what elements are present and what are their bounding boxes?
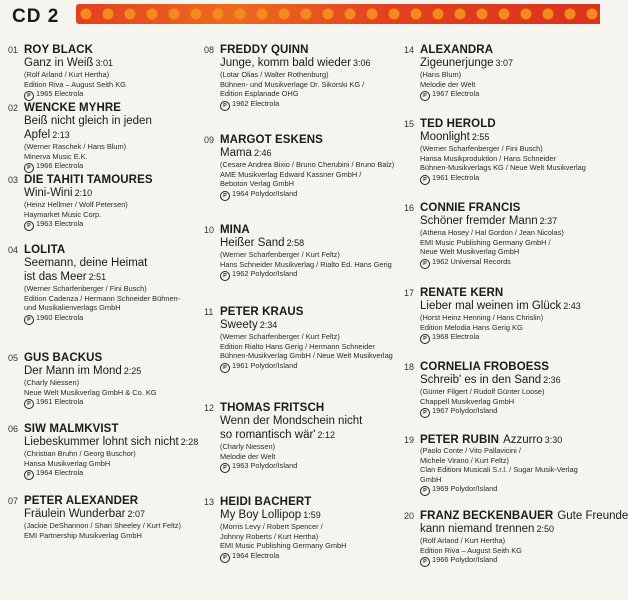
- track-title: Azzurro: [503, 434, 543, 446]
- cd-label: CD 2: [12, 6, 60, 27]
- track-duration: 2:58: [286, 238, 305, 248]
- track-title: Beiß nicht gleich in jeden Apfel: [24, 115, 152, 141]
- track-credit: Neue Welt Musikverlag GmbH: [420, 247, 520, 257]
- track-header: [8, 495, 200, 507]
- track-title: Der Mann im Mond: [24, 365, 122, 377]
- track-entry: [404, 434, 596, 510]
- track-title-line: [204, 236, 396, 250]
- track-header: [204, 134, 396, 146]
- track-entry: [404, 118, 596, 202]
- phonogram-icon: P: [24, 315, 34, 325]
- track-credit: Edition Rialto Hans Gerig / Hermann Schneider: [220, 341, 375, 351]
- phonogram-line: [8, 397, 200, 409]
- track-title: Zigeunerjunge: [420, 57, 494, 69]
- track-artist: SIW MALMKVIST: [24, 423, 119, 435]
- track-artist: MINA: [220, 224, 250, 236]
- phonogram-text: 1960 Electrola: [36, 312, 84, 322]
- track-entry: [8, 495, 200, 540]
- phonogram-icon: P: [24, 163, 34, 173]
- track-duration: 2:25: [123, 366, 142, 376]
- track-credit: (Heinz Hellmer / Wolf Petersen): [24, 200, 128, 209]
- track-title-line: [404, 130, 596, 144]
- track-credit: (Cesare Andrea Bixio / Bruno Cherubini / Bruno Balz): [220, 160, 395, 169]
- phonogram-icon: P: [24, 470, 34, 480]
- track-title: Ganz in Weiß: [24, 57, 94, 69]
- header: [0, 0, 600, 34]
- track-duration: 3:06: [353, 58, 371, 68]
- phonogram-icon: P: [420, 91, 430, 101]
- phonogram-line: [404, 484, 596, 496]
- track-duration: 2:34: [259, 320, 278, 330]
- track-entry: [204, 134, 396, 224]
- phonogram-text: 1963 Electrola: [36, 219, 84, 229]
- track-entry: [404, 361, 596, 434]
- track-header: [8, 352, 200, 364]
- track-title: Wenn der Mondschein nicht so romantisch wär': [220, 415, 363, 441]
- track-entry: [404, 202, 596, 287]
- track-artist: GUS BACKUS: [24, 352, 103, 364]
- track-credit: (Lotar Olias / Walter Rothenburg): [220, 70, 329, 79]
- track-duration: 3:30: [544, 435, 563, 445]
- track-number: 17: [404, 288, 415, 298]
- phonogram-text: 1963 Polydor/Island: [232, 461, 298, 471]
- phonogram-line: [404, 555, 596, 567]
- track-credit: Johnny Roberts / Kurt Hertha): [220, 531, 319, 541]
- tracklist-column-3: [404, 44, 628, 567]
- phonogram-icon: P: [420, 334, 430, 344]
- track-title-line: [204, 508, 396, 522]
- track-number: 07: [8, 496, 19, 506]
- track-artist: MARGOT ESKENS: [220, 134, 323, 146]
- track-number: 19: [404, 435, 415, 445]
- track-title: Schreib' es in den Sand: [420, 374, 542, 386]
- track-credit: (Rolf Arland / Kurt Hertha): [24, 70, 110, 79]
- track-number: 06: [8, 424, 19, 434]
- track-entry: [8, 102, 200, 174]
- track-artist: WENCKE MYHRE: [24, 102, 122, 114]
- phonogram-icon: P: [220, 553, 230, 563]
- track-duration: 2:28: [180, 437, 199, 447]
- track-header: [404, 510, 628, 522]
- tracklist-column-1: [8, 44, 200, 540]
- track-title-line: [404, 299, 596, 313]
- track-credit: Edition Riva – August Seith KG: [24, 79, 126, 89]
- track-title: Lieber mal weinen im Glück: [420, 300, 562, 312]
- track-number: 02: [8, 103, 19, 113]
- track-title-line: [204, 146, 396, 160]
- track-header: [404, 118, 596, 130]
- track-duration: 2:43: [563, 301, 581, 311]
- phonogram-line: [204, 189, 396, 201]
- track-credit: (Günter Filgert / Rudolf Günter Loose): [420, 387, 545, 396]
- track-title: Sweety: [220, 319, 258, 331]
- track-credit: (Charly Niessen): [220, 442, 276, 451]
- phonogram-icon: P: [220, 101, 230, 111]
- phonogram-line: [404, 89, 596, 101]
- track-entry: [204, 224, 396, 306]
- track-entry: [404, 287, 596, 361]
- track-number: 13: [204, 497, 215, 507]
- track-title-line: [8, 186, 200, 200]
- track-credit: EMI Music Publishing Germany GmbH /: [420, 237, 551, 247]
- phonogram-icon: P: [24, 399, 34, 409]
- track-artist: ALEXANDRA: [420, 44, 494, 56]
- track-credit: Edition Melodia Hans Gerig KG: [420, 322, 523, 332]
- phonogram-text: 1966 Polydor/Island: [432, 555, 498, 565]
- phonogram-text: 1962 Universal Records: [432, 256, 511, 266]
- phonogram-text: 1967 Electrola: [432, 89, 480, 99]
- track-credit: (Werner Scharfenberger / Kurt Feltz): [220, 250, 340, 259]
- track-title-line: [204, 56, 396, 70]
- track-artist: FRANZ BECKENBAUER: [420, 510, 554, 522]
- phonogram-text: 1964 Electrola: [232, 550, 280, 560]
- track-title-line: [204, 414, 396, 442]
- track-number: 09: [204, 135, 215, 145]
- track-number: 15: [404, 119, 415, 129]
- track-credit: Michele Virano / Kurt Feltz): [420, 455, 509, 465]
- phonogram-icon: P: [220, 463, 230, 473]
- track-credit: (Athena Hosey / Hal Gordon / Jean Nicolas): [420, 228, 564, 237]
- phonogram-line: [8, 89, 200, 101]
- track-title: Gute Freunde: [557, 510, 628, 522]
- track-artist: PETER KRAUS: [220, 306, 304, 318]
- phonogram-line: [404, 173, 596, 185]
- track-credit: Edition Esplanade OHG: [220, 89, 299, 99]
- track-artist: CONNIE FRANCIS: [420, 202, 521, 214]
- track-credit: (Werner Scharfenberger / Fini Busch): [420, 144, 543, 153]
- track-duration: 2:50: [536, 524, 554, 534]
- track-credit: Minerva Music E.K.: [24, 151, 88, 161]
- phonogram-icon: P: [420, 408, 430, 418]
- track-number: 05: [8, 353, 19, 363]
- track-credit: Melodie der Welt: [420, 79, 476, 89]
- phonogram-text: 1964 Polydor/Island: [232, 188, 298, 198]
- track-title-line: [404, 373, 596, 387]
- track-credit: Hansa Musikproduktion / Hans Schneider: [420, 153, 556, 163]
- track-credit: (Horst Heinz Henning / Hans Chrislin): [420, 313, 544, 322]
- phonogram-line: [204, 461, 396, 473]
- track-credit: Bühnen- und Musikverlage Dr. Sikorski KG /: [220, 79, 365, 89]
- track-number: 04: [8, 245, 19, 255]
- tracklist-column-2: [204, 44, 396, 563]
- track-title: Moonlight: [420, 131, 470, 143]
- track-title: Fräulein Wunderbar: [24, 508, 126, 520]
- track-duration: 2:10: [74, 188, 93, 198]
- track-number: 11: [204, 307, 214, 317]
- track-title-line: [8, 114, 200, 142]
- track-artist: FREDDY QUINN: [220, 44, 309, 56]
- track-title-line: [8, 507, 200, 521]
- track-credit: Chappell Musikverlag GmbH: [420, 396, 515, 406]
- track-title-line: [8, 364, 200, 378]
- track-duration: 2:07: [127, 509, 145, 519]
- track-title: Schöner fremder Mann: [420, 215, 538, 227]
- track-duration: 2:51: [88, 272, 107, 282]
- track-header: [404, 44, 596, 56]
- track-credit: EMI Music Publishing Germany GmbH: [220, 541, 347, 551]
- track-number: 12: [204, 403, 215, 413]
- track-entry: [204, 44, 396, 134]
- track-credit: Bühnen-Musikverlags KG / Neue Welt Musikverlag: [420, 163, 586, 173]
- track-artist: HEIDI BACHERT: [220, 496, 312, 508]
- track-duration: 3:01: [95, 58, 113, 68]
- phonogram-line: [404, 332, 596, 344]
- phonogram-text: 1962 Polydor/Island: [232, 269, 298, 279]
- track-header: [204, 44, 396, 56]
- track-header: [204, 496, 396, 508]
- track-title-line: [8, 256, 200, 284]
- phonogram-text: 1965 Electrola: [36, 89, 84, 99]
- track-credit: (Werner Scharfenberger / Fini Busch): [24, 284, 147, 293]
- track-credit: (Paolo Conte / Vito Pallavicini /: [420, 446, 521, 455]
- track-title: Junge, komm bald wieder: [220, 57, 352, 69]
- phonogram-text: 1969 Polydor/Island: [432, 484, 498, 494]
- track-duration: 2:13: [52, 130, 70, 140]
- phonogram-line: [204, 551, 396, 563]
- track-duration: 2:55: [471, 132, 490, 142]
- track-entry: [8, 352, 200, 423]
- track-title-line: [404, 56, 596, 70]
- phonogram-text: 1968 Electrola: [432, 332, 480, 342]
- track-number: 01: [8, 45, 19, 55]
- track-title: Mama: [220, 147, 252, 159]
- track-title-line: [8, 435, 200, 449]
- track-artist: RENATE KERN: [420, 287, 504, 299]
- track-credit: Edition Riva – August Seith KG: [420, 545, 522, 555]
- track-credit: (Jackie DeShannon / Shari Sheeley / Kurt Feltz): [24, 521, 181, 530]
- track-artist: ROY BLACK: [24, 44, 94, 56]
- phonogram-text: 1961 Polydor/Island: [232, 360, 298, 370]
- track-artist: CORNELIA FROBOESS: [420, 361, 550, 373]
- phonogram-icon: P: [220, 271, 230, 281]
- phonogram-icon: P: [420, 557, 430, 567]
- track-duration: 2:12: [317, 430, 336, 440]
- phonogram-icon: P: [24, 91, 34, 101]
- phonogram-line: [204, 269, 396, 281]
- phonogram-text: 1962 Electrola: [232, 98, 280, 108]
- track-title-line: [204, 318, 396, 332]
- track-entry: [204, 402, 396, 496]
- track-credit: Neue Welt Musikverlag GmbH & Co. KG: [24, 387, 157, 397]
- track-title: Heißer Sand: [220, 237, 285, 249]
- track-header: [8, 244, 200, 256]
- track-artist: PETER ALEXANDER: [24, 495, 139, 507]
- track-credit: Haymarket Music Corp.: [24, 209, 102, 219]
- track-duration: 2:36: [543, 375, 561, 385]
- track-artist: PETER RUBIN: [420, 434, 500, 446]
- track-duration: 3:07: [495, 58, 514, 68]
- track-header: [8, 174, 200, 186]
- track-duration: 1:59: [303, 510, 321, 520]
- track-header: [404, 202, 596, 214]
- track-credit: (Werner Scharfenberger / Kurt Feltz): [220, 332, 340, 341]
- track-number: 03: [8, 175, 19, 185]
- track-credit: AME Musikverlag Edward Kassner GmbH /: [220, 169, 362, 179]
- phonogram-text: 1961 Electrola: [36, 397, 84, 407]
- track-entry: [8, 244, 200, 352]
- track-header: [404, 287, 596, 299]
- track-title: Seemann, deine Heimat ist das Meer: [24, 257, 148, 283]
- track-duration: 2:46: [253, 148, 272, 158]
- track-entry: [404, 510, 628, 567]
- track-credit: EMI Partnership Musikverlag GmbH: [24, 530, 142, 540]
- track-duration: 2:37: [539, 216, 558, 226]
- track-title: Liebeskummer lohnt sich nicht: [24, 436, 179, 448]
- track-number: 10: [204, 225, 215, 235]
- track-header: [204, 402, 396, 414]
- track-credit: Hans Schneider Musikverlag / Rialto Ed. Hans Gerig: [220, 259, 392, 269]
- track-header: [8, 102, 200, 114]
- track-entry: [8, 44, 200, 102]
- track-number: 18: [404, 362, 415, 372]
- phonogram-icon: P: [420, 175, 430, 185]
- track-credit: Beboton Verlag GmbH: [220, 179, 294, 189]
- track-artist: TED HEROLD: [420, 118, 496, 130]
- phonogram-text: 1964 Electrola: [36, 468, 84, 478]
- phonogram-icon: P: [220, 363, 230, 373]
- phonogram-line: [8, 468, 200, 480]
- phonogram-line: [404, 257, 596, 269]
- track-credit: (Charly Niessen): [24, 378, 80, 387]
- phonogram-text: 1967 Polydor/Island: [432, 406, 498, 416]
- track-credit: (Christian Bruhn / Georg Buschor): [24, 449, 136, 458]
- track-header: [204, 306, 396, 318]
- phonogram-icon: P: [420, 486, 430, 496]
- track-header: [8, 44, 200, 56]
- track-entry: [204, 496, 396, 563]
- track-credit: Hansa Musikverlag GmbH: [24, 458, 111, 468]
- track-header: [204, 224, 396, 236]
- track-credit: und Musikalienverlags GmbH: [24, 303, 121, 313]
- track-title: My Boy Lollipop: [220, 509, 302, 521]
- track-title-line: [404, 522, 596, 536]
- phonogram-text: 1961 Electrola: [432, 172, 480, 182]
- track-credit: Clan Editioni Musicali S.r.l. / Sugar Musik-Verlag GmbH: [420, 465, 578, 484]
- track-title-line: [404, 214, 596, 228]
- track-header: [404, 361, 596, 373]
- track-title-line: [8, 56, 200, 70]
- track-credit: Edition Cadenza / Hermann Schneider Bühnen-: [24, 293, 181, 303]
- phonogram-line: [8, 161, 200, 173]
- track-credit: (Rolf Arland / Kurt Hertha): [420, 536, 506, 545]
- track-entry: [404, 44, 596, 118]
- track-artist: DIE TAHITI TAMOURES: [24, 174, 153, 186]
- track-header: [404, 434, 596, 446]
- track-header: [8, 423, 200, 435]
- track-title-continued: kann niemand trennen: [420, 523, 535, 535]
- track-artist: THOMAS FRITSCH: [220, 402, 325, 414]
- track-number: 08: [204, 45, 215, 55]
- phonogram-line: [204, 361, 396, 373]
- phonogram-icon: P: [220, 191, 230, 201]
- track-artist: LOLITA: [24, 244, 66, 256]
- track-entry: [8, 174, 200, 244]
- track-credit: (Werner Raschek / Hans Blum): [24, 142, 127, 151]
- track-number: 14: [404, 45, 415, 55]
- track-entry: [8, 423, 200, 495]
- phonogram-line: [204, 99, 396, 111]
- track-number: 20: [404, 511, 415, 521]
- phonogram-icon: P: [24, 221, 34, 231]
- phonogram-icon: P: [420, 259, 430, 269]
- decorative-pattern-band: [76, 4, 600, 24]
- track-title: Wini-Wini: [24, 187, 73, 199]
- track-credit: Bühnen-Musikverlag GmbH / Neue Welt Musikverlag: [220, 351, 393, 361]
- track-entry: [204, 306, 396, 402]
- phonogram-text: 1966 Electrola: [36, 161, 84, 171]
- track-credit: Melodie der Welt: [220, 451, 276, 461]
- phonogram-line: [8, 219, 200, 231]
- track-credit: (Morris Levy / Robert Spencer /: [220, 522, 323, 531]
- phonogram-line: [404, 406, 596, 418]
- phonogram-line: [8, 313, 200, 325]
- track-number: 16: [404, 203, 415, 213]
- track-credit: (Hans Blum): [420, 70, 462, 79]
